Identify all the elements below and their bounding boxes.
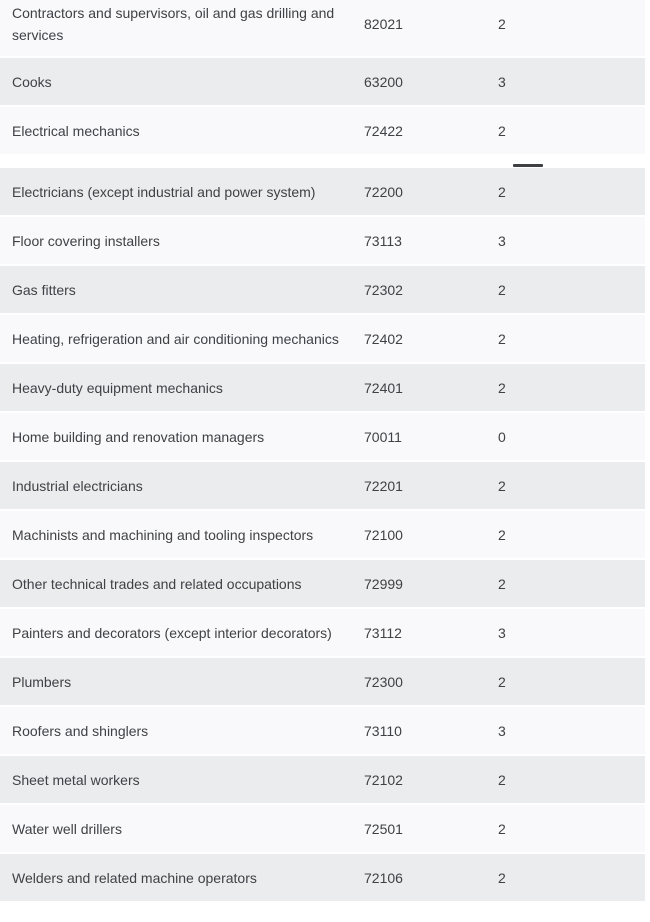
table-row xyxy=(0,107,645,154)
noc-code-cell: 72100 xyxy=(364,526,403,543)
noc-code-cell: 73113 xyxy=(364,232,402,249)
occupation-name-cell: Heavy-duty equipment mechanics xyxy=(12,379,223,396)
noc-code-cell: 72102 xyxy=(364,771,403,788)
occupation-name-cell: Roofers and shinglers xyxy=(12,722,149,739)
teer-value-cell: 2 xyxy=(498,281,506,298)
table-row xyxy=(0,364,645,411)
table-row xyxy=(0,658,645,705)
occupation-name-cell: Electricians (except industrial and power system) xyxy=(12,183,316,200)
noc-code-cell: 72201 xyxy=(364,477,403,494)
teer-value-cell: 2 xyxy=(498,16,506,32)
noc-code-cell: 73110 xyxy=(364,722,402,739)
noc-code-cell: 63200 xyxy=(364,73,403,90)
occupation-name-cell: Plumbers xyxy=(12,673,72,690)
occupation-name-cell: Home building and renovation managers xyxy=(12,428,265,445)
table-row xyxy=(0,0,645,56)
noc-code-cell: 72401 xyxy=(364,379,403,396)
table-row xyxy=(0,756,645,803)
teer-value-cell: 2 xyxy=(498,526,506,543)
occupation-name-cell: Cooks xyxy=(12,73,52,90)
teer-value-cell: 2 xyxy=(498,477,506,494)
occupation-name-cell: Sheet metal workers xyxy=(12,771,140,788)
table-row xyxy=(0,609,645,656)
noc-code-cell: 73112 xyxy=(364,624,402,641)
table-row xyxy=(0,315,645,362)
table-row xyxy=(0,462,645,509)
noc-code-cell: 72422 xyxy=(364,122,403,139)
teer-value-cell: 2 xyxy=(498,183,506,200)
table-row xyxy=(0,168,645,215)
occupation-name-cell: Other technical trades and related occupations xyxy=(12,575,302,592)
noc-code-cell: 72402 xyxy=(364,330,403,347)
table-row xyxy=(0,854,645,901)
table-row xyxy=(0,413,645,460)
occupation-name-cell: Heating, refrigeration and air conditioning mechanics xyxy=(12,330,339,347)
table-row xyxy=(0,805,645,852)
table-row xyxy=(0,217,645,264)
dash-artifact xyxy=(513,164,543,167)
table-row xyxy=(0,707,645,754)
occupation-name-cell: Water well drillers xyxy=(12,820,122,837)
occupation-name-cell: Welders and related machine operators xyxy=(12,869,257,886)
noc-code-cell: 72999 xyxy=(364,575,403,592)
table-row xyxy=(0,560,645,607)
noc-code-cell: 72501 xyxy=(364,820,403,837)
noc-code-cell: 82021 xyxy=(364,16,403,32)
table-row xyxy=(0,266,645,313)
occupation-name-cell: Painters and decorators (except interior decorators) xyxy=(12,624,332,641)
teer-value-cell: 3 xyxy=(498,73,506,90)
teer-value-cell: 3 xyxy=(498,624,506,641)
table-row xyxy=(0,58,645,105)
noc-code-cell: 72106 xyxy=(364,869,403,886)
occupation-name-cell: Industrial electricians xyxy=(12,477,143,494)
noc-code-cell: 72200 xyxy=(364,183,403,200)
teer-value-cell: 2 xyxy=(498,771,506,788)
noc-code-cell: 70011 xyxy=(364,428,402,445)
noc-code-cell: 72302 xyxy=(364,281,403,298)
teer-value-cell: 3 xyxy=(498,232,506,249)
occupation-name-cell: Machinists and machining and tooling inspectors xyxy=(12,526,314,543)
teer-value-cell: 2 xyxy=(498,122,506,139)
teer-value-cell: 3 xyxy=(498,722,506,739)
teer-value-cell: 2 xyxy=(498,820,506,837)
occupation-name-cell: Gas fitters xyxy=(12,281,76,298)
occupation-name-cell: Contractors and supervisors, oil and gas drilling and services xyxy=(12,5,335,43)
occupation-name-cell: Floor covering installers xyxy=(12,232,160,249)
noc-code-cell: 72300 xyxy=(364,673,403,690)
table-row xyxy=(0,511,645,558)
teer-value-cell: 0 xyxy=(498,428,506,445)
teer-value-cell: 2 xyxy=(498,673,506,690)
row-gap xyxy=(0,156,650,168)
teer-value-cell: 2 xyxy=(498,869,506,886)
teer-value-cell: 2 xyxy=(498,330,506,347)
occupation-name-cell: Electrical mechanics xyxy=(12,122,140,139)
teer-value-cell: 2 xyxy=(498,379,506,396)
teer-value-cell: 2 xyxy=(498,575,506,592)
